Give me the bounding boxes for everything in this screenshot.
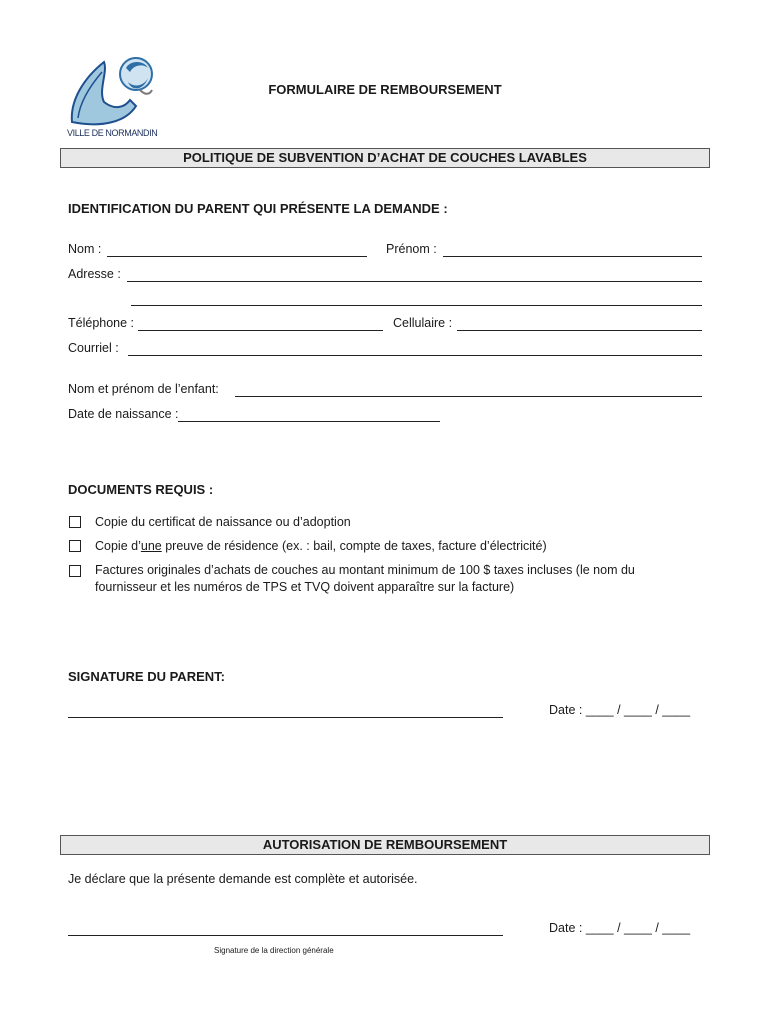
- nom-field[interactable]: [107, 256, 367, 257]
- residence-text-post: preuve de résidence (ex. : bail, compte de taxes, facture d’électricité): [161, 539, 547, 553]
- residence-text-underlined: une: [140, 539, 162, 553]
- signature-caption: Signature de la direction générale: [214, 946, 334, 955]
- autorisation-date-field[interactable]: Date : ____ / ____ / ____: [549, 921, 691, 935]
- parent-signature-field[interactable]: [68, 717, 503, 718]
- enfant-field[interactable]: [235, 396, 702, 397]
- telephone-label: Téléphone :: [68, 316, 135, 330]
- prenom-field[interactable]: [443, 256, 702, 257]
- checkbox-certificat[interactable]: [69, 516, 81, 528]
- nom-label: Nom :: [68, 242, 102, 256]
- checkbox-residence[interactable]: [69, 540, 81, 552]
- prenom-label: Prénom :: [386, 242, 437, 256]
- checkbox-factures[interactable]: [69, 565, 81, 577]
- enfant-label: Nom et prénom de l’enfant:: [68, 382, 219, 396]
- residence-text-pre: Copie d’: [95, 539, 141, 553]
- document-item-factures: Factures originales d’achats de couches au montant minimum de 100 $ taxes incluses (le nom du fournisseur et les numéros de TPS et TVQ doivent apparaître sur la facture): [95, 563, 635, 594]
- documents-heading: DOCUMENTS REQUIS :: [68, 482, 214, 497]
- adresse-label: Adresse :: [68, 267, 121, 281]
- signature-heading: SIGNATURE DU PARENT:: [68, 669, 225, 684]
- naissance-label: Date de naissance :: [68, 407, 179, 421]
- document-item-residence: [95, 539, 547, 553]
- telephone-field[interactable]: [138, 330, 383, 331]
- autorisation-banner: AUTORISATION DE REMBOURSEMENT: [60, 835, 710, 855]
- adresse-field-line1[interactable]: [127, 281, 702, 282]
- adresse-field-line2[interactable]: [131, 305, 702, 306]
- form-title: FORMULAIRE DE REMBOURSEMENT: [268, 82, 502, 97]
- declaration-text: Je déclare que la présente demande est complète et autorisée.: [68, 872, 418, 886]
- cellulaire-field[interactable]: [457, 330, 702, 331]
- policy-banner: POLITIQUE DE SUBVENTION D’ACHAT DE COUCHES LAVABLES: [60, 148, 710, 168]
- courriel-label: Courriel :: [68, 341, 119, 355]
- logo-text: VILLE DE NORMANDIN: [67, 128, 158, 138]
- cellulaire-label: Cellulaire :: [393, 316, 453, 330]
- identification-heading: IDENTIFICATION DU PARENT QUI PRÉSENTE LA DEMANDE :: [68, 201, 448, 216]
- document-item-certificat: Copie du certificat de naissance ou d’adoption: [95, 515, 351, 529]
- direction-signature-field[interactable]: [68, 935, 503, 936]
- courriel-field[interactable]: [128, 355, 702, 356]
- naissance-field[interactable]: [178, 421, 440, 422]
- parent-date-field[interactable]: Date : ____ / ____ / ____: [549, 703, 691, 717]
